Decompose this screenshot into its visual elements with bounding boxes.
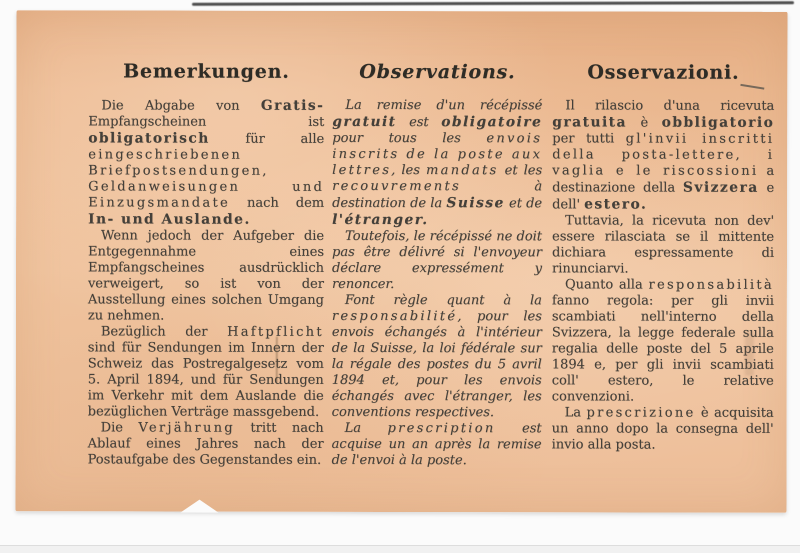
text-run: , les (391, 162, 427, 179)
column-german (88, 60, 325, 468)
text-run: Tuttavia, la ricevuta non dev' essere rilasciata se il mittente dichiara espressamente di rinunciarvi. (551, 213, 775, 277)
text-run: In- und Auslande. (88, 211, 251, 228)
text-run: à destination de la (332, 179, 543, 212)
text-run: gratuita (552, 114, 627, 131)
text-run: Font règle quant à la (344, 292, 542, 309)
scanner-edge-line (192, 1, 794, 6)
text-run: La remise d'un récépissé (345, 97, 543, 114)
text-run: Gratis- (260, 97, 325, 114)
paragraph (88, 97, 324, 228)
text-run: est acquise un an après la remise de l'envoi à la poste. (331, 421, 542, 469)
text-run: è acquisita un anno dopo la consegna dell' invio alla posta. (551, 405, 774, 453)
text-run: recouvrements (332, 178, 462, 195)
paragraph (332, 421, 542, 469)
text-run: Bezüglich der (100, 324, 228, 340)
text-run: nach dem (229, 195, 325, 211)
column-french-heading: Observations. (359, 60, 516, 84)
text-run: Empfangscheinen ist (88, 114, 325, 130)
text-run: l'étranger. (332, 211, 429, 229)
text-run: è (626, 115, 662, 131)
text-run: est (396, 114, 442, 131)
text-run: prescription (387, 420, 496, 437)
text-run: Wenn jedoch der Aufgeber die Entgegennahme eines Empfangscheines ausdrücklich verweigert, so ist von der Ausstellung eines solchen Umgang zu nehmen. (87, 228, 325, 324)
text-run: tritt nach Ablauf eines Jahres nach der Postaufgabe des Gegenstandes ein. (87, 420, 324, 468)
text-run: La (344, 420, 388, 436)
text-run: Die (100, 420, 139, 436)
column-french (332, 61, 543, 469)
text-run: eingeschriebenen Briefpostsendungen, Geldanweisungen und Einzugsmandate (88, 147, 325, 211)
text-run: Haftpflicht (227, 324, 324, 340)
text-run: für alle (209, 131, 325, 147)
text-run: envois inscrits de la poste aux lettres (332, 131, 543, 178)
text-run: responsabilité (331, 308, 458, 325)
paragraph (552, 213, 774, 277)
column-german-heading: Bemerkungen. (123, 60, 290, 83)
text-run: Il rilascio d'una ricevuta (565, 98, 775, 114)
text-run: La (564, 405, 587, 421)
text-run: obligatoire (441, 114, 543, 131)
paragraph (332, 293, 542, 421)
text-run: prescrizione (586, 405, 696, 421)
text-run: Die Abgabe von (101, 98, 261, 114)
text-run: gl'invii inscritti della posta-lettere, i vaglia e le riscossioni (552, 131, 775, 179)
text-run: gratuit (332, 113, 397, 130)
torn-notch (180, 500, 218, 513)
paragraph (88, 228, 324, 324)
text-run: , pour les envois échangés à l'intérieur de la Suisse, la loi fédérale sur la régale des postes du 5 avril 1894 et, pour les envois échangés avec l'étranger, les conventions respectives. (331, 309, 542, 421)
text-run: mandats (426, 163, 499, 179)
paragraph (552, 98, 774, 213)
text-run: estero. (584, 196, 648, 213)
text-run: fanno regola: per gli invii scambiati nell'interno della Svizzera, la legge federale sulla regalia delle poste del 5 aprile 1894 e, per gli invii scambiati coll' estero, le relative convenzioni. (551, 293, 774, 405)
text-run: Toutefois, le récépissé ne doit pas être délivré si l'envoyeur déclare expressément y renoncer. (331, 228, 543, 292)
text-run: et les (498, 163, 543, 179)
text-run: e dell' (552, 180, 775, 213)
paragraph (88, 324, 324, 420)
paper-sheet (15, 10, 787, 513)
paragraph (552, 405, 774, 453)
crease-mark (276, 337, 278, 383)
text-run: sind für Sendungen im Innern der Schweiz das Postregalgesetz vom 5. April 1894, und für Sendungen im Verkehr mit dem Auslande die bezüglichen Verträge massgebend. (87, 340, 324, 420)
text-run: Quanto alla (564, 277, 649, 293)
text-run: obbligatorio (661, 114, 775, 131)
column-italian-heading: Osservazioni. (587, 61, 740, 84)
paragraph (88, 420, 324, 468)
text-run: a destinazione della (552, 163, 775, 196)
scan-bottom-strip (0, 545, 800, 553)
paragraph (332, 229, 542, 293)
paragraph (332, 98, 542, 229)
text-run: Verjährung (138, 420, 235, 436)
smudge-mark (745, 332, 754, 376)
text-run: per tutti (552, 131, 626, 147)
column-italian (552, 61, 775, 453)
text-run: pour tous les (332, 130, 487, 147)
text-run: responsabilità (648, 277, 774, 293)
text-run: Suisse (446, 195, 505, 212)
text-run: et de (504, 196, 543, 212)
text-run: obligatorisch (88, 130, 210, 147)
paragraph (552, 277, 774, 405)
text-run: Svizzera (682, 179, 759, 196)
